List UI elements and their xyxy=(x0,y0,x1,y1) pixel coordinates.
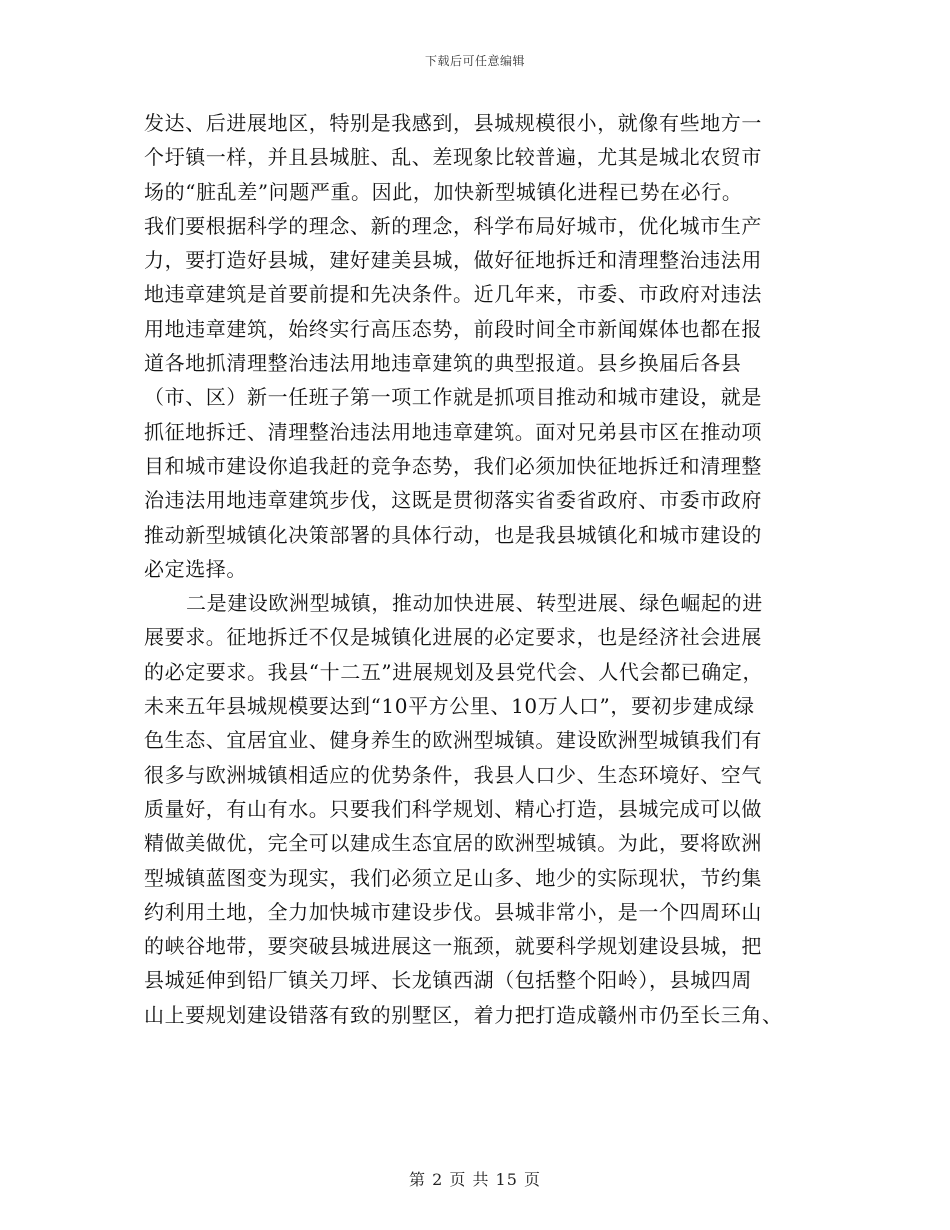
text-line: 道各地抓清理整治违法用地违章建筑的典型报道。县乡换届后各县 xyxy=(144,351,742,376)
text-line: 展要求。征地拆迁不仅是城镇化进展的必定要求，也是经济社会进展 xyxy=(144,625,762,650)
page-number-footer: 第 2 页 共 15 页 xyxy=(409,1170,541,1189)
text-line: 目和城市建设你追我赶的竞争态势，我们必须加快征地拆迁和清理整 xyxy=(144,453,762,478)
text-line: 个圩镇一样，并且县城脏、乱、差现象比较普遍，尤其是城北农贸市 xyxy=(144,145,762,170)
page-header: 下载后可任意编辑 xyxy=(424,54,525,68)
text-line: 型城镇蓝图变为现实，我们必须立足山多、地少的实际现状，节约集 xyxy=(144,865,762,890)
text-line: 力，要打造好县城，建好建美县城，做好征地拆迁和清理整治违法用 xyxy=(144,248,762,273)
text-line: 县城延伸到铅厂镇关刀坪、长龙镇西湖（包括整个阳岭），县城四周 xyxy=(144,968,752,993)
text-line: 治违法用地违章建筑步伐，这既是贯彻落实省委省政府、市委市政府 xyxy=(144,488,762,513)
text-line: 我们要根据科学的理念、新的理念，科学布局好城市，优化城市生产 xyxy=(144,213,762,238)
text-line: 发达、后进展地区，特别是我感到，县城规模很小，就像有些地方一 xyxy=(144,111,762,135)
text-line: 必定选择。 xyxy=(144,556,247,581)
text-line: 抓征地拆迁、清理整治违法用地违章建筑。面对兄弟县市区在推动项 xyxy=(144,419,762,444)
text-line: 的峡谷地带，要突破县城进展这一瓶颈，就要科学规划建设县城，把 xyxy=(144,934,762,959)
text-line: 用地违章建筑，始终实行高压态势，前段时间全市新闻媒体也都在报 xyxy=(144,316,762,341)
text-line: 精做美做优，完全可以建成生态宜居的欧洲型城镇。为此，要将欧洲 xyxy=(144,831,762,856)
text-line: 未来五年县城规模要达到“10平方公里、10万人口”，要初步建成绿 xyxy=(144,694,755,719)
text-line: 场的“脏乱差”问题严重。因此，加快新型城镇化进程已势在必行。 xyxy=(144,179,743,204)
paragraph-start-line: 二是建设欧洲型城镇，推动加快进展、转型进展、绿色崛起的进 xyxy=(186,591,763,616)
text-line: 质量好，有山有水。只要我们科学规划、精心打造，县城完成可以做 xyxy=(144,796,762,821)
text-line: 山上要规划建设错落有致的别墅区，着力把打造成赣州市仍至长三角、 xyxy=(144,1002,783,1027)
text-line: 约利用土地，全力加快城市建设步伐。县城非常小，是一个四周环山 xyxy=(144,899,762,924)
text-line: 很多与欧洲城镇相适应的优势条件，我县人口少、生态环境好、空气 xyxy=(144,762,762,787)
text-line: （市、区）新一任班子第一项工作就是抓项目推动和城市建设，就是 xyxy=(144,385,762,410)
text-line: 推动新型城镇化决策部署的具体行动，也是我县城镇化和城市建设的 xyxy=(144,522,762,547)
text-line: 色生态、宜居宜业、健身养生的欧洲型城镇。建设欧洲型城镇我们有 xyxy=(144,728,762,753)
text-line: 地违章建筑是首要前提和先决条件。近几年来，市委、市政府对违法 xyxy=(144,282,762,307)
document-body xyxy=(144,106,806,1032)
text-line: 的必定要求。我县“十二五”进展规划及县党代会、人代会都已确定， xyxy=(144,659,764,684)
